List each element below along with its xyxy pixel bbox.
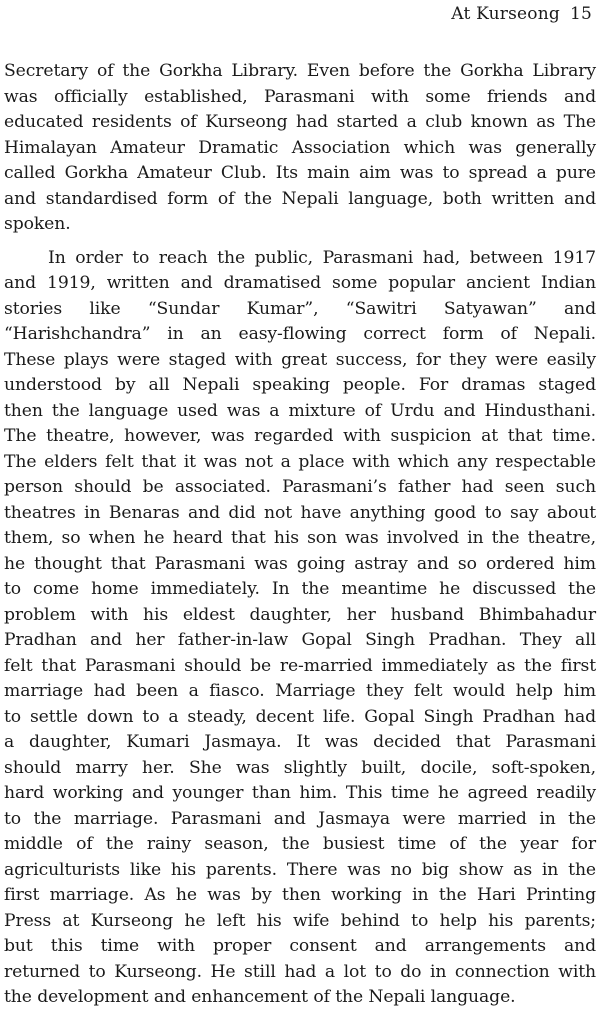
text-line: the development and enhancement of the Nepali language. [4, 987, 516, 1007]
text-line: should marry her. She was slightly built, docile, soft-spoken, [4, 757, 596, 778]
text-line: first marriage. As he was by then working in the Hari Printing [4, 885, 596, 905]
text-line: he thought that Parasmani was going astray and so ordered him [4, 553, 596, 574]
text-line: returned to Kurseong. He still had a lot to do in connection with [4, 961, 596, 982]
text-line: and standardised form of the Nepali language, both written and [4, 188, 596, 209]
text-line: person should be associated. Parasmani’s father had seen such [4, 477, 596, 497]
paragraph [4, 246, 596, 1011]
text-line: stories like “Sundar Kumar”, “Sawitri Satyawan” and [4, 298, 596, 319]
text-line: theatres in Benaras and did not have anything good to say about [4, 502, 596, 523]
text-line: educated residents of Kurseong had started a club known as The [4, 112, 596, 132]
text-line: Pradhan and her father-in-law Gopal Singh Pradhan. They all [4, 630, 596, 650]
text-line: spoken. [4, 214, 71, 234]
text-line: hard working and younger than him. This time he agreed readily [4, 783, 596, 803]
text-line: “Harishchandra” in an easy-flowing correct form of Nepali. [4, 324, 596, 344]
text-line: a daughter, Kumari Jasmaya. It was decided that Parasmani [4, 732, 596, 752]
body-text [4, 59, 596, 1011]
text-line: The theatre, however, was regarded with suspicion at that time. [4, 426, 596, 446]
text-line: called Gorkha Amateur Club. Its main aim was to spread a pure [4, 163, 596, 183]
text-line: agriculturists like his parents. There was no big show as in the [4, 859, 596, 880]
text-line: Himalayan Amateur Dramatic Association which was generally [4, 137, 596, 158]
text-line: but this time with proper consent and arrangements and [4, 936, 596, 956]
text-line: to come home immediately. In the meantime he discussed the [4, 579, 596, 599]
text-line: marriage had been a fiasco. Marriage they felt would help him [4, 681, 596, 701]
running-head [451, 4, 592, 24]
running-title: At Kurseong [451, 4, 560, 24]
text-line: These plays were staged with great success, for they were easily [4, 349, 596, 370]
text-line: them, so when he heard that his son was involved in the theatre, [4, 528, 596, 548]
text-line: problem with his eldest daughter, her husband Bhimbahadur [4, 604, 596, 625]
text-line: was officially established, Parasmani with some friends and [4, 86, 596, 107]
page-number: 15 [569, 4, 592, 24]
text-line: Secretary of the Gorkha Library. Even before the Gorkha Library [4, 61, 596, 81]
text-line: felt that Parasmani should be re-married immediately as the first [4, 655, 596, 676]
text-line: understood by all Nepali speaking people. For dramas staged [4, 375, 596, 395]
text-line: The elders felt that it was not a place with which any respectable [4, 451, 596, 472]
text-line: Press at Kurseong he left his wife behind to help his parents; [4, 910, 596, 931]
paragraph-gap [4, 238, 596, 246]
text-line: In order to reach the public, Parasmani had, between 1917 [48, 247, 596, 268]
text-line: to the marriage. Parasmani and Jasmaya were married in the [4, 808, 596, 829]
text-line: middle of the rainy season, the busiest time of the year for [4, 834, 596, 854]
paragraph [4, 59, 596, 238]
text-line: and 1919, written and dramatised some popular ancient Indian [4, 273, 596, 293]
text-line: then the language used was a mixture of Urdu and Hindusthani. [4, 400, 596, 421]
text-line: to settle down to a steady, decent life. Gopal Singh Pradhan had [4, 706, 596, 727]
